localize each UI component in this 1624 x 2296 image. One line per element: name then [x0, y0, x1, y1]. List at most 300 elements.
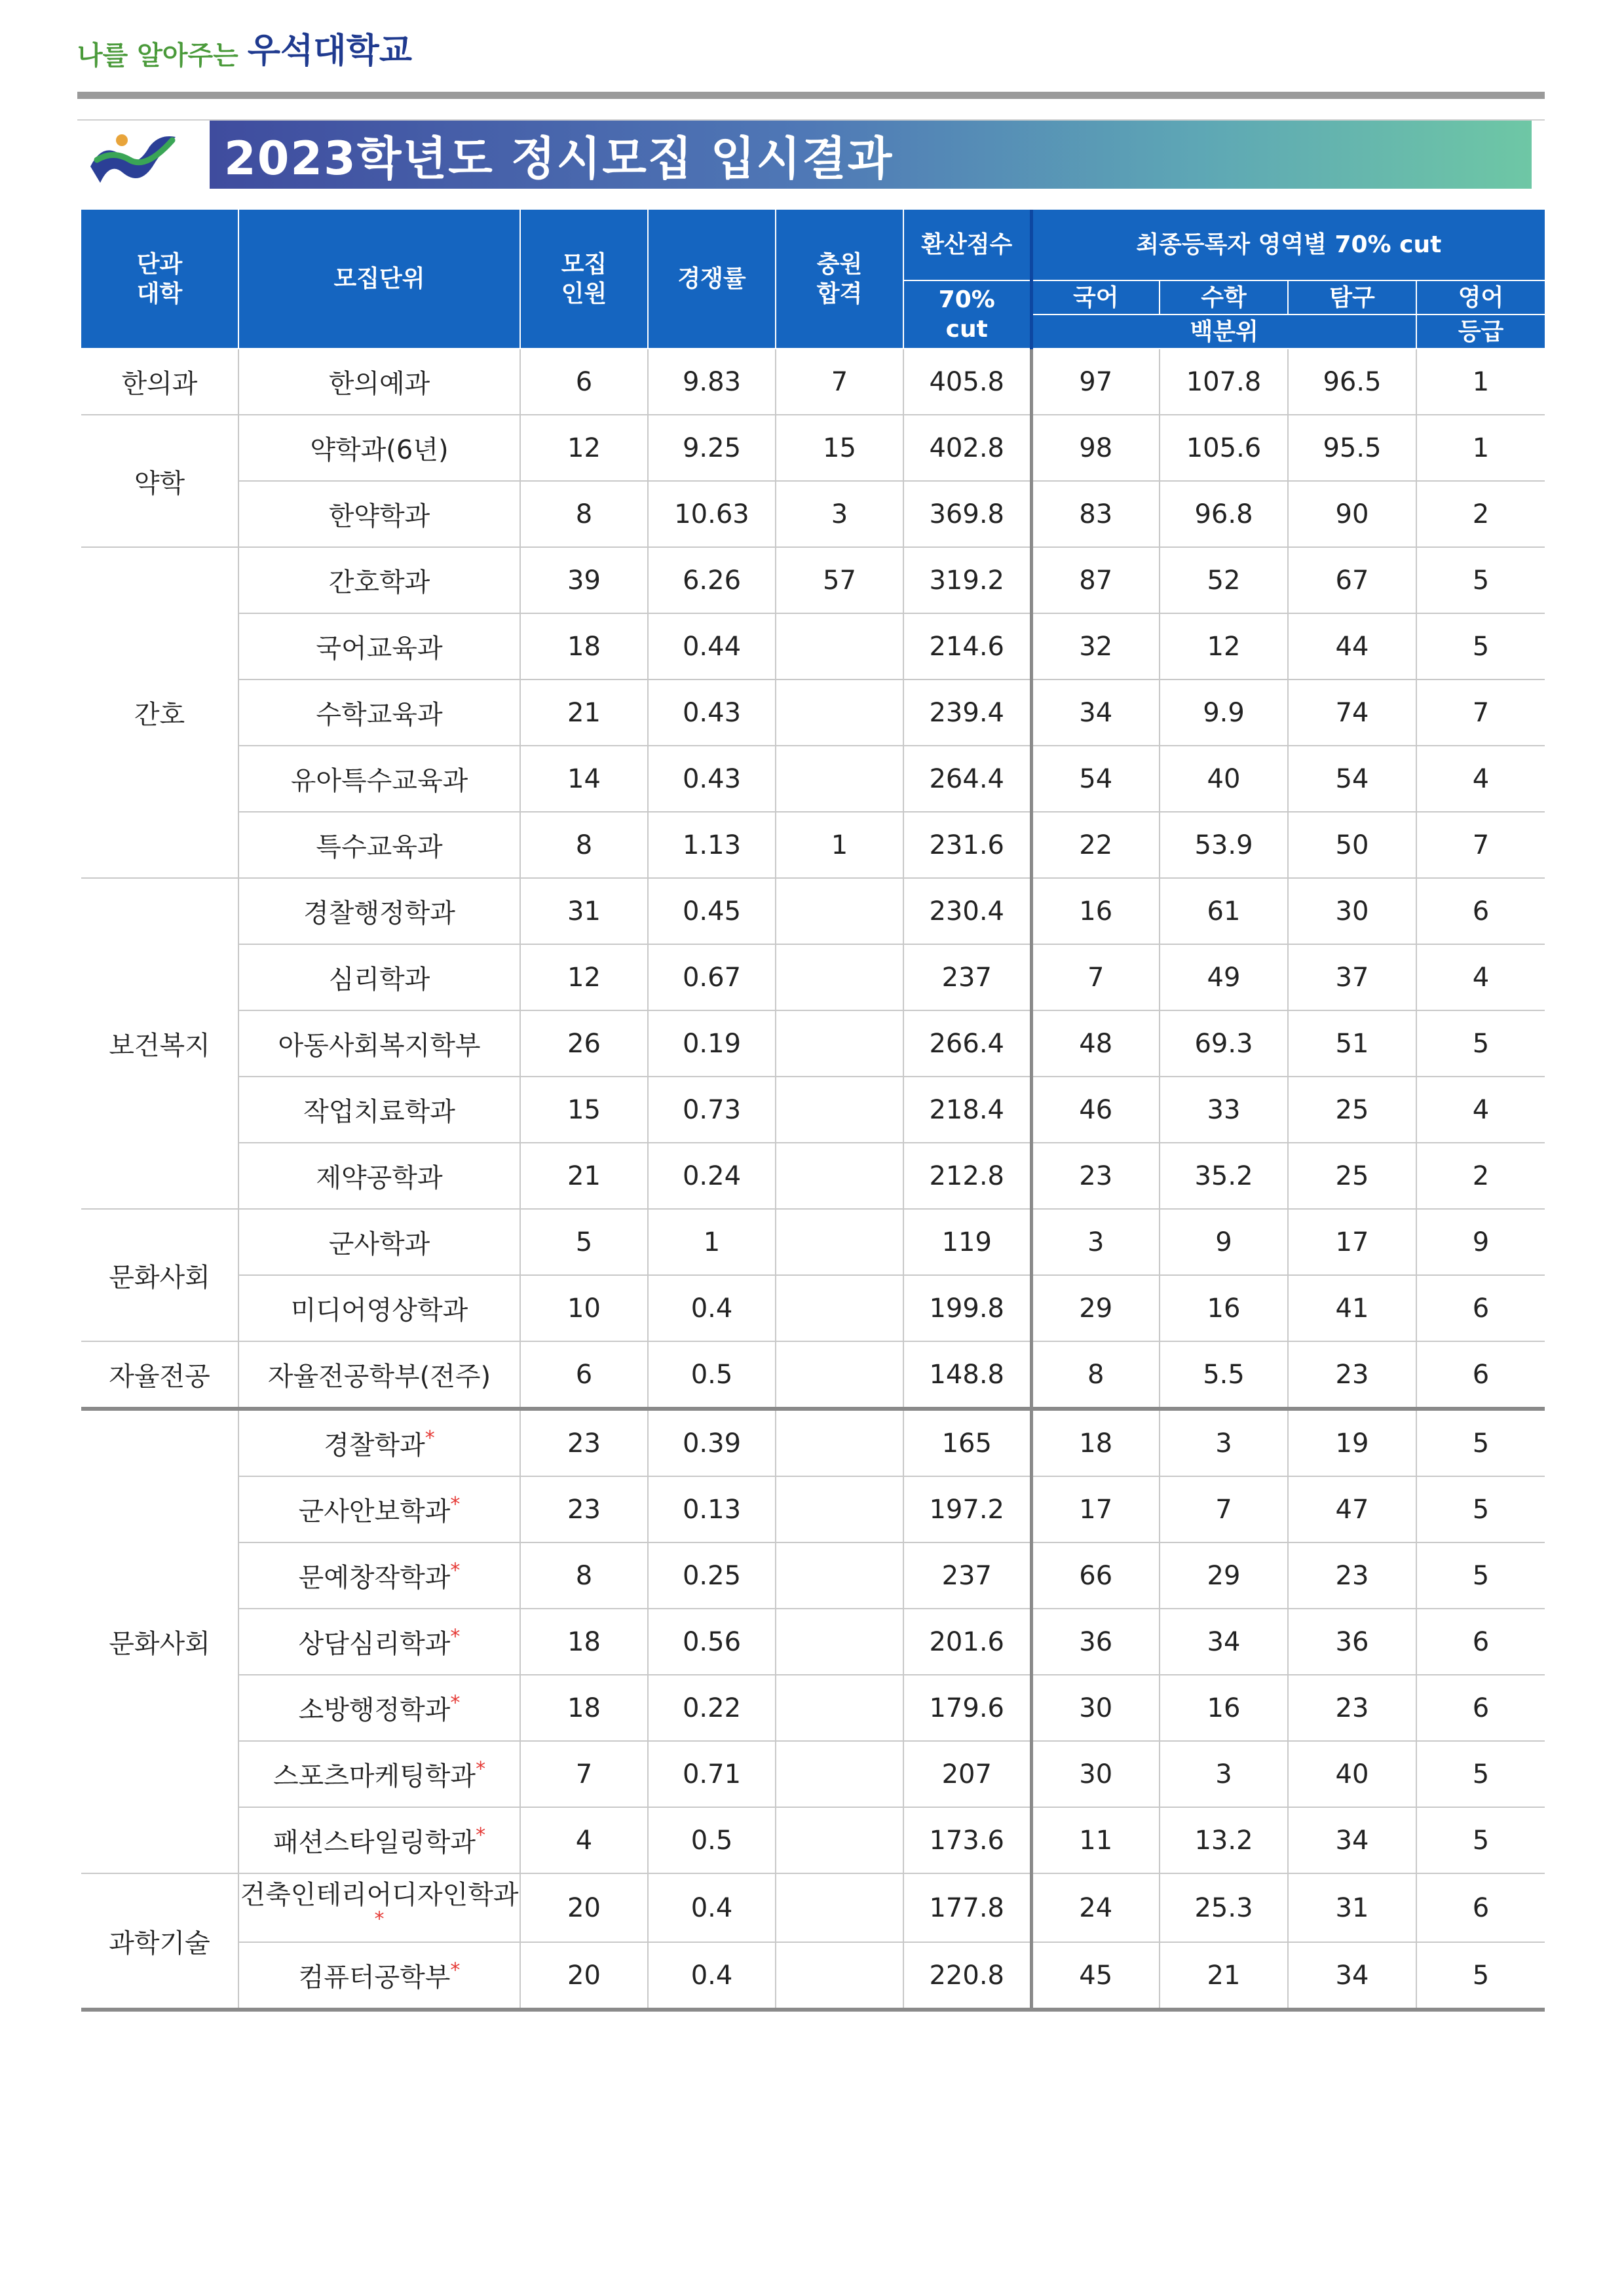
- asterisk-mark: *: [450, 1691, 461, 1715]
- explore-cell: 34: [1288, 1942, 1416, 2010]
- quota-cell: 6: [520, 349, 648, 415]
- unit-cell: [238, 1741, 520, 1807]
- quota-cell: 7: [520, 1741, 648, 1807]
- unit-cell: [238, 878, 520, 944]
- quota-cell: 12: [520, 415, 648, 481]
- ratio-cell: 0.43: [648, 746, 776, 812]
- extra-cell: [776, 1542, 903, 1609]
- header-final: 최종등록자 영역별 70% cut: [1031, 210, 1545, 280]
- korean-cell: 34: [1031, 679, 1160, 746]
- extra-cell: [776, 1609, 903, 1675]
- unit-cell: [238, 1341, 520, 1409]
- quota-cell: 18: [520, 613, 648, 679]
- table-row: [81, 1476, 1545, 1542]
- table-row: [81, 1143, 1545, 1209]
- english-cell: 1: [1416, 349, 1545, 415]
- korean-cell: 17: [1031, 1476, 1160, 1542]
- english-cell: 6: [1416, 1675, 1545, 1741]
- korean-cell: 97: [1031, 349, 1160, 415]
- asterisk-mark: *: [425, 1426, 435, 1450]
- asterisk-mark: *: [450, 1493, 461, 1516]
- unit-cell: [238, 812, 520, 878]
- cut-cell: 319.2: [903, 547, 1031, 613]
- college-cell: 약학: [81, 415, 238, 547]
- korean-cell: 30: [1031, 1675, 1160, 1741]
- cut-cell: 239.4: [903, 679, 1031, 746]
- ratio-cell: 0.19: [648, 1010, 776, 1077]
- ratio-cell: 0.5: [648, 1341, 776, 1409]
- unit-name: 상담심리학과: [298, 1629, 451, 1659]
- english-cell: 5: [1416, 1741, 1545, 1807]
- extra-cell: [776, 613, 903, 679]
- cut-cell: 207: [903, 1741, 1031, 1807]
- table-row: [81, 1807, 1545, 1873]
- college-cell: 보건복지: [81, 878, 238, 1209]
- unit-name: 약학과(6년): [310, 435, 449, 465]
- unit-name: 컴퓨터공학부: [298, 1962, 451, 1993]
- ratio-cell: 0.25: [648, 1542, 776, 1609]
- quota-cell: 39: [520, 547, 648, 613]
- table-row: [81, 1942, 1545, 2010]
- explore-cell: 17: [1288, 1209, 1416, 1275]
- college-cell: 문화사회: [81, 1409, 238, 1873]
- unit-name: 한약학과: [328, 501, 430, 531]
- explore-cell: 31: [1288, 1873, 1416, 1942]
- cut-cell: 266.4: [903, 1010, 1031, 1077]
- header-college: 단과 대학: [81, 210, 238, 349]
- extra-cell: [776, 944, 903, 1010]
- quota-cell: 5: [520, 1209, 648, 1275]
- table-row: [81, 1409, 1545, 1476]
- cut-cell: 237: [903, 1542, 1031, 1609]
- quota-cell: 18: [520, 1675, 648, 1741]
- unit-name: 패션스타일링학과: [273, 1827, 476, 1858]
- unit-cell: [238, 1542, 520, 1609]
- extra-cell: [776, 1143, 903, 1209]
- cut-cell: 199.8: [903, 1275, 1031, 1341]
- quota-cell: 12: [520, 944, 648, 1010]
- korean-cell: 16: [1031, 878, 1160, 944]
- header-math: 수학: [1160, 280, 1288, 315]
- extra-cell: [776, 1275, 903, 1341]
- korean-cell: 83: [1031, 481, 1160, 547]
- table-row: [81, 481, 1545, 547]
- cut-cell: 405.8: [903, 349, 1031, 415]
- header-cut70: 70% cut: [903, 280, 1031, 349]
- ratio-cell: 0.13: [648, 1476, 776, 1542]
- unit-cell: [238, 746, 520, 812]
- explore-cell: 47: [1288, 1476, 1416, 1542]
- unit-name: 아동사회복지학부: [278, 1031, 481, 1061]
- ratio-cell: 0.67: [648, 944, 776, 1010]
- quota-cell: 23: [520, 1409, 648, 1476]
- english-cell: 5: [1416, 613, 1545, 679]
- explore-cell: 37: [1288, 944, 1416, 1010]
- math-cell: 33: [1160, 1077, 1288, 1143]
- english-cell: 6: [1416, 1873, 1545, 1942]
- table-row: [81, 1542, 1545, 1609]
- explore-cell: 40: [1288, 1741, 1416, 1807]
- unit-cell: [238, 1275, 520, 1341]
- explore-cell: 67: [1288, 547, 1416, 613]
- unit-name: 제약공학과: [316, 1163, 443, 1193]
- unit-cell: [238, 1143, 520, 1209]
- extra-cell: [776, 1209, 903, 1275]
- english-cell: 6: [1416, 1275, 1545, 1341]
- english-cell: 7: [1416, 679, 1545, 746]
- ratio-cell: 0.45: [648, 878, 776, 944]
- math-cell: 52: [1160, 547, 1288, 613]
- header-grade: 등급: [1416, 315, 1545, 349]
- english-cell: 6: [1416, 878, 1545, 944]
- explore-cell: 51: [1288, 1010, 1416, 1077]
- unit-name: 특수교육과: [316, 832, 443, 862]
- unit-name: 경찰학과: [324, 1430, 425, 1461]
- english-cell: 4: [1416, 944, 1545, 1010]
- english-cell: 5: [1416, 1476, 1545, 1542]
- math-cell: 13.2: [1160, 1807, 1288, 1873]
- asterisk-mark: *: [450, 1625, 461, 1649]
- ratio-cell: 0.56: [648, 1609, 776, 1675]
- ratio-cell: 1.13: [648, 812, 776, 878]
- cut-cell: 218.4: [903, 1077, 1031, 1143]
- math-cell: 61: [1160, 878, 1288, 944]
- explore-cell: 95.5: [1288, 415, 1416, 481]
- extra-cell: 15: [776, 415, 903, 481]
- korean-cell: 87: [1031, 547, 1160, 613]
- quota-cell: 14: [520, 746, 648, 812]
- extra-cell: [776, 878, 903, 944]
- math-cell: 96.8: [1160, 481, 1288, 547]
- korean-cell: 3: [1031, 1209, 1160, 1275]
- korean-cell: 7: [1031, 944, 1160, 1010]
- ratio-cell: 0.4: [648, 1873, 776, 1942]
- extra-cell: [776, 1741, 903, 1807]
- table-row: [81, 679, 1545, 746]
- extra-cell: [776, 1341, 903, 1409]
- english-cell: 9: [1416, 1209, 1545, 1275]
- unit-name: 소방행정학과: [298, 1695, 451, 1725]
- explore-cell: 74: [1288, 679, 1416, 746]
- unit-name: 수학교육과: [316, 700, 443, 730]
- extra-cell: 1: [776, 812, 903, 878]
- extra-cell: [776, 1873, 903, 1942]
- header-unit: 모집단위: [238, 210, 520, 349]
- ratio-cell: 0.4: [648, 1942, 776, 2010]
- extra-cell: [776, 1077, 903, 1143]
- asterisk-mark: *: [476, 1824, 486, 1847]
- english-cell: 5: [1416, 547, 1545, 613]
- ratio-cell: 0.4: [648, 1275, 776, 1341]
- english-cell: 7: [1416, 812, 1545, 878]
- unit-name: 경찰행정학과: [303, 898, 455, 928]
- college-cell: 과학기술: [81, 1873, 238, 2010]
- unit-cell: [238, 1609, 520, 1675]
- cut-cell: 197.2: [903, 1476, 1031, 1542]
- math-cell: 40: [1160, 746, 1288, 812]
- math-cell: 69.3: [1160, 1010, 1288, 1077]
- english-cell: 1: [1416, 415, 1545, 481]
- korean-cell: 22: [1031, 812, 1160, 878]
- english-cell: 6: [1416, 1609, 1545, 1675]
- english-cell: 2: [1416, 481, 1545, 547]
- unit-name: 심리학과: [328, 965, 430, 995]
- extra-cell: [776, 1675, 903, 1741]
- math-cell: 29: [1160, 1542, 1288, 1609]
- quota-cell: 10: [520, 1275, 648, 1341]
- quota-cell: 6: [520, 1341, 648, 1409]
- cut-cell: 231.6: [903, 812, 1031, 878]
- explore-cell: 23: [1288, 1341, 1416, 1409]
- table-row: [81, 878, 1545, 944]
- english-cell: 2: [1416, 1143, 1545, 1209]
- ratio-cell: 0.73: [648, 1077, 776, 1143]
- extra-cell: [776, 1476, 903, 1542]
- table-row: [81, 1341, 1545, 1409]
- explore-cell: 25: [1288, 1143, 1416, 1209]
- unit-cell: [238, 1942, 520, 2010]
- header-korean: 국어: [1031, 280, 1160, 315]
- explore-cell: 36: [1288, 1609, 1416, 1675]
- unit-cell: [238, 1077, 520, 1143]
- english-cell: 5: [1416, 1542, 1545, 1609]
- math-cell: 35.2: [1160, 1143, 1288, 1209]
- cut-cell: 220.8: [903, 1942, 1031, 2010]
- cut-cell: 148.8: [903, 1341, 1031, 1409]
- asterisk-mark: *: [450, 1959, 461, 1982]
- ratio-cell: 0.71: [648, 1741, 776, 1807]
- cut-cell: 165: [903, 1409, 1031, 1476]
- math-cell: 9: [1160, 1209, 1288, 1275]
- extra-cell: 7: [776, 349, 903, 415]
- college-cell: 간호: [81, 547, 238, 878]
- ratio-cell: 0.44: [648, 613, 776, 679]
- korean-cell: 98: [1031, 415, 1160, 481]
- header-explore: 탐구: [1288, 280, 1416, 315]
- unit-cell: [238, 1010, 520, 1077]
- asterisk-mark: *: [476, 1757, 486, 1781]
- extra-cell: [776, 1409, 903, 1476]
- english-cell: 5: [1416, 1010, 1545, 1077]
- korean-cell: 36: [1031, 1609, 1160, 1675]
- explore-cell: 34: [1288, 1807, 1416, 1873]
- ratio-cell: 9.25: [648, 415, 776, 481]
- table-row: [81, 812, 1545, 878]
- explore-cell: 44: [1288, 613, 1416, 679]
- extra-cell: [776, 679, 903, 746]
- quota-cell: 4: [520, 1807, 648, 1873]
- cut-cell: 119: [903, 1209, 1031, 1275]
- cut-cell: 212.8: [903, 1143, 1031, 1209]
- cut-cell: 177.8: [903, 1873, 1031, 1942]
- quota-cell: 21: [520, 1143, 648, 1209]
- header-quota: 모집 인원: [520, 210, 648, 349]
- header-english: 영어: [1416, 280, 1545, 315]
- explore-cell: 96.5: [1288, 349, 1416, 415]
- korean-cell: 18: [1031, 1409, 1160, 1476]
- table-row: [81, 746, 1545, 812]
- quota-cell: 8: [520, 1542, 648, 1609]
- university-logotype: 우석대학교: [247, 31, 412, 71]
- korean-cell: 54: [1031, 746, 1160, 812]
- table-row: [81, 1010, 1545, 1077]
- explore-cell: 50: [1288, 812, 1416, 878]
- korean-cell: 46: [1031, 1077, 1160, 1143]
- extra-cell: [776, 746, 903, 812]
- explore-cell: 23: [1288, 1675, 1416, 1741]
- math-cell: 12: [1160, 613, 1288, 679]
- english-cell: 4: [1416, 746, 1545, 812]
- math-cell: 25.3: [1160, 1873, 1288, 1942]
- quota-cell: 23: [520, 1476, 648, 1542]
- math-cell: 9.9: [1160, 679, 1288, 746]
- page-title: 2023학년도 정시모집 입시결과: [224, 131, 894, 185]
- unit-cell: [238, 613, 520, 679]
- explore-cell: 23: [1288, 1542, 1416, 1609]
- cut-cell: 402.8: [903, 415, 1031, 481]
- explore-cell: 30: [1288, 878, 1416, 944]
- table-body: [81, 349, 1545, 2010]
- korean-cell: 45: [1031, 1942, 1160, 2010]
- quota-cell: 20: [520, 1942, 648, 2010]
- math-cell: 21: [1160, 1942, 1288, 2010]
- unit-cell: [238, 944, 520, 1010]
- english-cell: 5: [1416, 1807, 1545, 1873]
- quota-cell: 21: [520, 679, 648, 746]
- table-row: [81, 547, 1545, 613]
- table-row: [81, 349, 1545, 415]
- math-cell: 49: [1160, 944, 1288, 1010]
- unit-name: 미디어영상학과: [290, 1295, 468, 1326]
- korean-cell: 32: [1031, 613, 1160, 679]
- unit-name: 유아특수교육과: [290, 766, 468, 796]
- unit-cell: [238, 1209, 520, 1275]
- ratio-cell: 6.26: [648, 547, 776, 613]
- unit-cell: [238, 415, 520, 481]
- math-cell: 7: [1160, 1476, 1288, 1542]
- extra-cell: [776, 1010, 903, 1077]
- korean-cell: 23: [1031, 1143, 1160, 1209]
- unit-cell: [238, 1675, 520, 1741]
- unit-name: 문예창작학과: [298, 1563, 451, 1593]
- cut-cell: 369.8: [903, 481, 1031, 547]
- unit-cell: [238, 1873, 520, 1942]
- korean-cell: 8: [1031, 1341, 1160, 1409]
- brand-header: [77, 33, 412, 72]
- korean-cell: 29: [1031, 1275, 1160, 1341]
- ratio-cell: 10.63: [648, 481, 776, 547]
- college-cell: 한의과: [81, 349, 238, 415]
- cut-cell: 173.6: [903, 1807, 1031, 1873]
- math-cell: 34: [1160, 1609, 1288, 1675]
- admission-results-table: [81, 210, 1545, 2012]
- korean-cell: 30: [1031, 1741, 1160, 1807]
- explore-cell: 25: [1288, 1077, 1416, 1143]
- header-converted: 환산점수: [903, 210, 1031, 280]
- asterisk-mark: *: [450, 1559, 461, 1582]
- table-row: [81, 1209, 1545, 1275]
- english-cell: 6: [1416, 1341, 1545, 1409]
- ratio-cell: 0.43: [648, 679, 776, 746]
- quota-cell: 15: [520, 1077, 648, 1143]
- ratio-cell: 9.83: [648, 349, 776, 415]
- unit-cell: [238, 481, 520, 547]
- unit-name: 군사안보학과: [298, 1497, 451, 1527]
- top-divider: [77, 92, 1545, 99]
- explore-cell: 19: [1288, 1409, 1416, 1476]
- unit-name: 건축인테리어디자인학과: [240, 1880, 519, 1910]
- cut-cell: 264.4: [903, 746, 1031, 812]
- math-cell: 3: [1160, 1409, 1288, 1476]
- english-cell: 4: [1416, 1077, 1545, 1143]
- table-row: [81, 415, 1545, 481]
- quota-cell: 8: [520, 481, 648, 547]
- table-row: [81, 1609, 1545, 1675]
- math-cell: 53.9: [1160, 812, 1288, 878]
- extra-cell: [776, 1942, 903, 2010]
- table-row: [81, 1741, 1545, 1807]
- unit-name: 국어교육과: [316, 634, 443, 664]
- unit-name: 스포츠마케팅학과: [273, 1761, 476, 1791]
- table-row: [81, 1275, 1545, 1341]
- cut-cell: 179.6: [903, 1675, 1031, 1741]
- college-cell: 자율전공: [81, 1341, 238, 1409]
- explore-cell: 90: [1288, 481, 1416, 547]
- english-cell: 5: [1416, 1409, 1545, 1476]
- table-row: [81, 613, 1545, 679]
- cut-cell: 214.6: [903, 613, 1031, 679]
- table-row: [81, 1873, 1545, 1942]
- unit-name: 자율전공학부(전주): [267, 1362, 491, 1392]
- ratio-cell: 0.5: [648, 1807, 776, 1873]
- header-ratio: 경쟁률: [648, 210, 776, 349]
- quota-cell: 18: [520, 1609, 648, 1675]
- math-cell: 16: [1160, 1275, 1288, 1341]
- ratio-cell: 0.24: [648, 1143, 776, 1209]
- table-row: [81, 944, 1545, 1010]
- math-cell: 5.5: [1160, 1341, 1288, 1409]
- brand-slogan: 나를 알아주는: [77, 41, 238, 71]
- quota-cell: 8: [520, 812, 648, 878]
- ratio-cell: 0.39: [648, 1409, 776, 1476]
- quota-cell: 31: [520, 878, 648, 944]
- math-cell: 107.8: [1160, 349, 1288, 415]
- ratio-cell: 0.22: [648, 1675, 776, 1741]
- quota-cell: 20: [520, 1873, 648, 1942]
- korean-cell: 48: [1031, 1010, 1160, 1077]
- table-row: [81, 1077, 1545, 1143]
- math-cell: 16: [1160, 1675, 1288, 1741]
- extra-cell: [776, 1807, 903, 1873]
- ratio-cell: 1: [648, 1209, 776, 1275]
- math-cell: 105.6: [1160, 415, 1288, 481]
- table-row: [81, 1675, 1545, 1741]
- korean-cell: 24: [1031, 1873, 1160, 1942]
- unit-cell: [238, 1807, 520, 1873]
- english-cell: 5: [1416, 1942, 1545, 2010]
- math-cell: 3: [1160, 1741, 1288, 1807]
- unit-name: 한의예과: [328, 369, 430, 399]
- explore-cell: 41: [1288, 1275, 1416, 1341]
- unit-name: 군사학과: [328, 1229, 430, 1259]
- college-cell: 문화사회: [81, 1209, 238, 1341]
- cut-cell: 237: [903, 944, 1031, 1010]
- unit-cell: [238, 1409, 520, 1476]
- unit-name: 작업치료학과: [303, 1097, 455, 1127]
- title-banner: [210, 121, 1532, 189]
- korean-cell: 11: [1031, 1807, 1160, 1873]
- extra-cell: 57: [776, 547, 903, 613]
